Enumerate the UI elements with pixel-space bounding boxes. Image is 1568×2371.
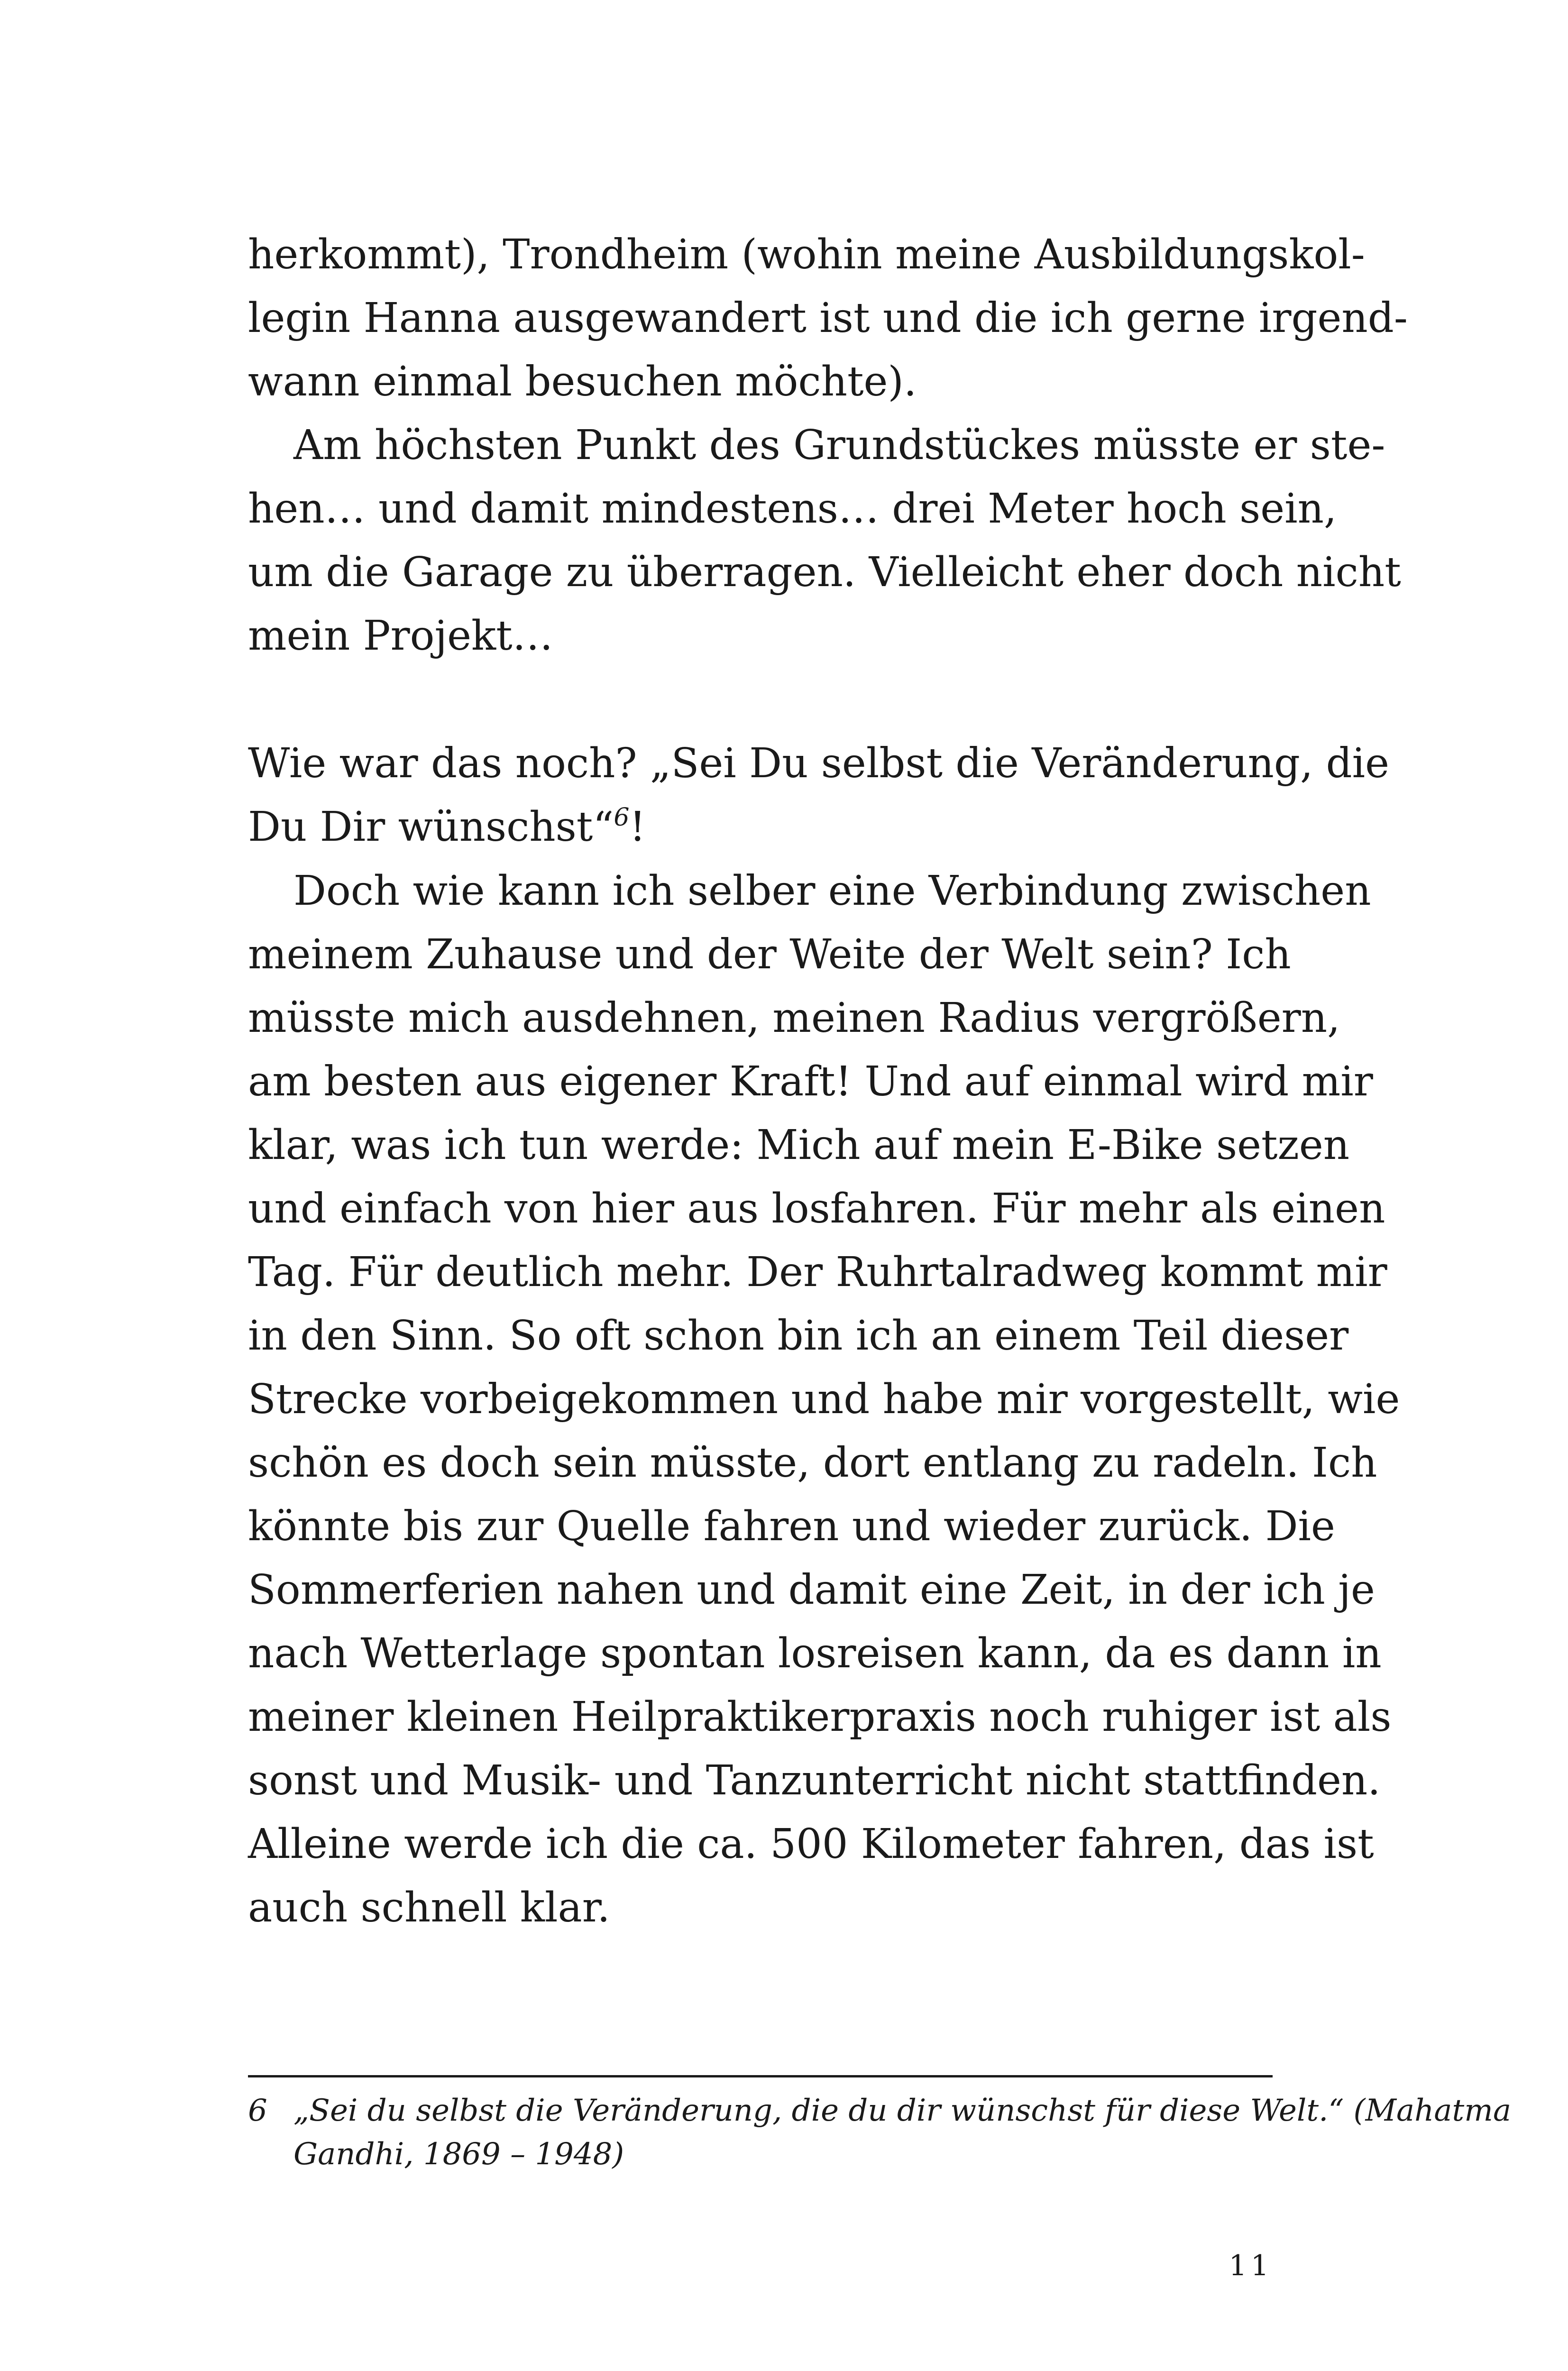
text-line: und einfach von hier aus losfahren. Für mehr als einen: [248, 1185, 1385, 1232]
footnote-line: [248, 2132, 1273, 2176]
text-line: auch schnell klar.: [248, 1884, 610, 1931]
text-line: nach Wetterlage spontan losreisen kann, da es dann in: [248, 1630, 1382, 1677]
text-line: Tag. Für deutlich mehr. Der Ruhrtalradweg kommt mir: [248, 1249, 1387, 1296]
text-line: Wie war das noch? „Sei Du selbst die Veränderung, die: [248, 740, 1390, 787]
text-line: am besten aus eigener Kraft! Und auf einmal wird mir: [248, 1058, 1373, 1105]
text-line: Doch wie kann ich selber eine Verbindung zwischen: [293, 867, 1371, 915]
text-line: hen… und damit mindestens… drei Meter hoch sein,: [248, 485, 1337, 533]
text-line: sonst und Musik- und Tanzunterricht nicht stattfinden.: [248, 1757, 1381, 1804]
footnote-line: [248, 2089, 1512, 2132]
footnote-divider: [248, 2075, 1273, 2077]
text-line-with-footnote-ref: [248, 795, 1273, 859]
text-line: könnte bis zur Quelle fahren und wieder zurück. Die: [248, 1503, 1335, 1550]
text-line: mein Projekt…: [248, 612, 553, 660]
footnote-reference[interactable]: 6: [614, 803, 630, 832]
text-line: legin Hanna ausgewandert ist und die ich gerne irgend-: [248, 294, 1408, 342]
text-line: Alleine werde ich die ca. 500 Kilometer fahren, das ist: [248, 1820, 1374, 1868]
text-line: schön es doch sein müsste, dort entlang zu radeln. Ich: [248, 1439, 1377, 1487]
text-line: wann einmal besuchen möchte).: [248, 358, 917, 405]
footnote-text: Gandhi, 1869 – 1948): [293, 2137, 624, 2172]
text-line: in den Sinn. So oft schon bin ich an einem Teil dieser: [248, 1312, 1349, 1360]
text-line: klar, was ich tun werde: Mich auf mein E-Bike setzen: [248, 1121, 1350, 1169]
page-number: 11: [1229, 2249, 1273, 2282]
text-line: herkommt), Trondheim (wohin meine Ausbildungskol-: [248, 231, 1365, 278]
text-line: meiner kleinen Heilpraktikerpraxis noch ruhiger ist als: [248, 1693, 1392, 1741]
text-line: müsste mich ausdehnen, meinen Radius vergrößern,: [248, 994, 1340, 1042]
text-line: meinem Zuhause und der Weite der Welt sein? Ich: [248, 931, 1291, 978]
text-line: Sommerferien nahen und damit eine Zeit, in der ich je: [248, 1566, 1375, 1614]
footnote-text: „Sei du selbst die Veränderung, die du dir wünschst für diese Welt.“ (Mahatma: [293, 2093, 1512, 2128]
text-line: Am höchsten Punkt des Grundstückes müsste er ste-: [293, 422, 1385, 469]
text-segment: !: [629, 803, 646, 851]
footnote-number: 6: [248, 2093, 267, 2128]
text-line: um die Garage zu überragen. Vielleicht eher doch nicht: [248, 549, 1401, 596]
text-line: Strecke vorbeigekommen und habe mir vorgestellt, wie: [248, 1376, 1400, 1423]
text-segment: Du Dir wünschst“: [248, 803, 614, 851]
